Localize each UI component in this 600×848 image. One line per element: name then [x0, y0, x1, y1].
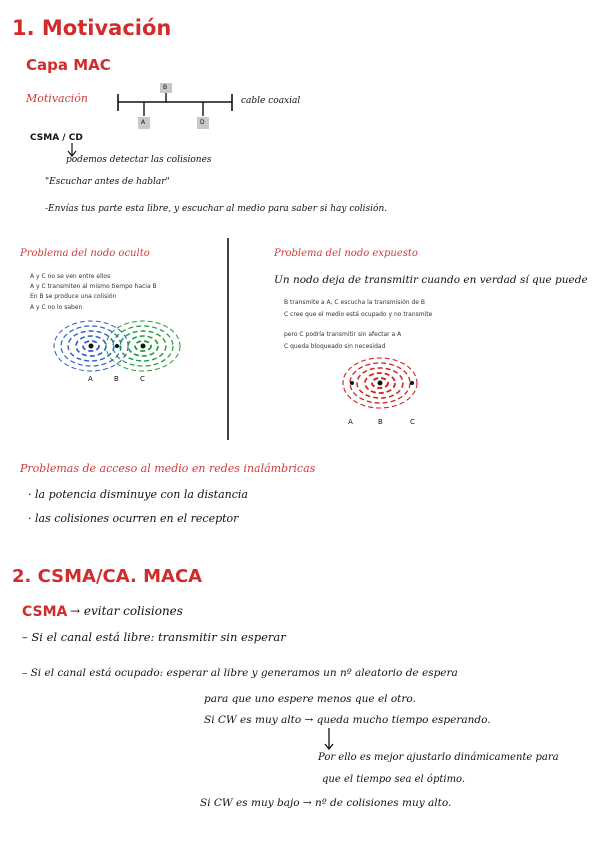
hidden-node-title: Problema del nodo oculto	[20, 248, 150, 259]
hidden-node-a: A	[88, 375, 93, 383]
cw-low-line: Si CW es muy bajo → nº de colisiones muy alto.	[200, 797, 452, 809]
bus-node-d: D	[200, 119, 205, 126]
exposed-node-c: C	[410, 418, 415, 426]
wireless-bullet-2: · las colisiones ocurren en el receptor	[28, 512, 239, 525]
bus-node-b: B	[163, 84, 168, 91]
busy-channel-line-2: para que uno espere menos que el otro.	[204, 693, 416, 705]
hidden-bullet-2: A y C transmiten al mismo tiempo hacia B	[30, 283, 157, 290]
adjust-line-1: Por ello es mejor ajustarlo dinámicamente para	[318, 752, 559, 763]
listen-quote: "Escuchar antes de hablar"	[45, 177, 170, 187]
exposed-bullet-3: pero C podría transmitir sin afectar a A	[284, 331, 402, 338]
free-channel-line: – Si el canal está libre: transmitir sin esperar	[22, 630, 286, 644]
adjust-line-2: que el tiempo sea el óptimo.	[322, 774, 466, 785]
wireless-title: Problemas de acceso al medio en redes inalámbricas	[20, 462, 316, 475]
exposed-node-intro: Un nodo deja de transmitir cuando en verdad sí que puede	[274, 274, 588, 286]
csma-detect: podemos detectar las colisiones	[66, 155, 212, 165]
cable-label: cable coaxial	[241, 96, 301, 106]
hidden-bullet-4: A y C no lo saben	[30, 304, 83, 311]
hidden-node-b: B	[114, 375, 119, 383]
motivation-label: Motivación	[26, 92, 88, 105]
bus-node-a: A	[141, 119, 146, 126]
send-line: -Envías tus parte esta libre, y escuchar al medio para saber si hay colisión.	[45, 204, 388, 214]
busy-channel-line-1: – Si el canal está ocupado: esperar al libre y generamos un nº aleatorio de espera	[22, 667, 458, 679]
hidden-node-c: C	[140, 375, 145, 383]
csma-cd-label: CSMA / CD	[30, 133, 83, 143]
section1-title: 1. Motivación	[12, 16, 172, 40]
exposed-node-title: Problema del nodo expuesto	[274, 248, 418, 259]
mac-heading: Capa MAC	[26, 56, 111, 74]
exposed-bullet-2: C cree que el medio está ocupado y no transmite	[284, 311, 433, 318]
csma-label: CSMA	[22, 604, 68, 620]
cw-high-line: Si CW es muy alto → queda mucho tiempo esperando.	[204, 714, 491, 726]
exposed-bullet-1: B transmite a A, C escucha la transmisión de B	[284, 299, 425, 306]
hidden-bullet-3: En B se produce una colisión	[30, 293, 117, 300]
wireless-bullet-1: · la potencia disminuye con la distancia	[28, 488, 248, 501]
exposed-node-a: A	[348, 418, 353, 426]
exposed-node-b: B	[378, 418, 383, 426]
section2-title: 2. CSMA/CA. MACA	[12, 566, 203, 587]
hidden-bullet-1: A y C no se ven entre ellos	[30, 273, 111, 280]
csma-rest: → evitar colisiones	[70, 604, 183, 618]
exposed-bullet-4: C queda bloqueado sin necesidad	[284, 343, 386, 350]
